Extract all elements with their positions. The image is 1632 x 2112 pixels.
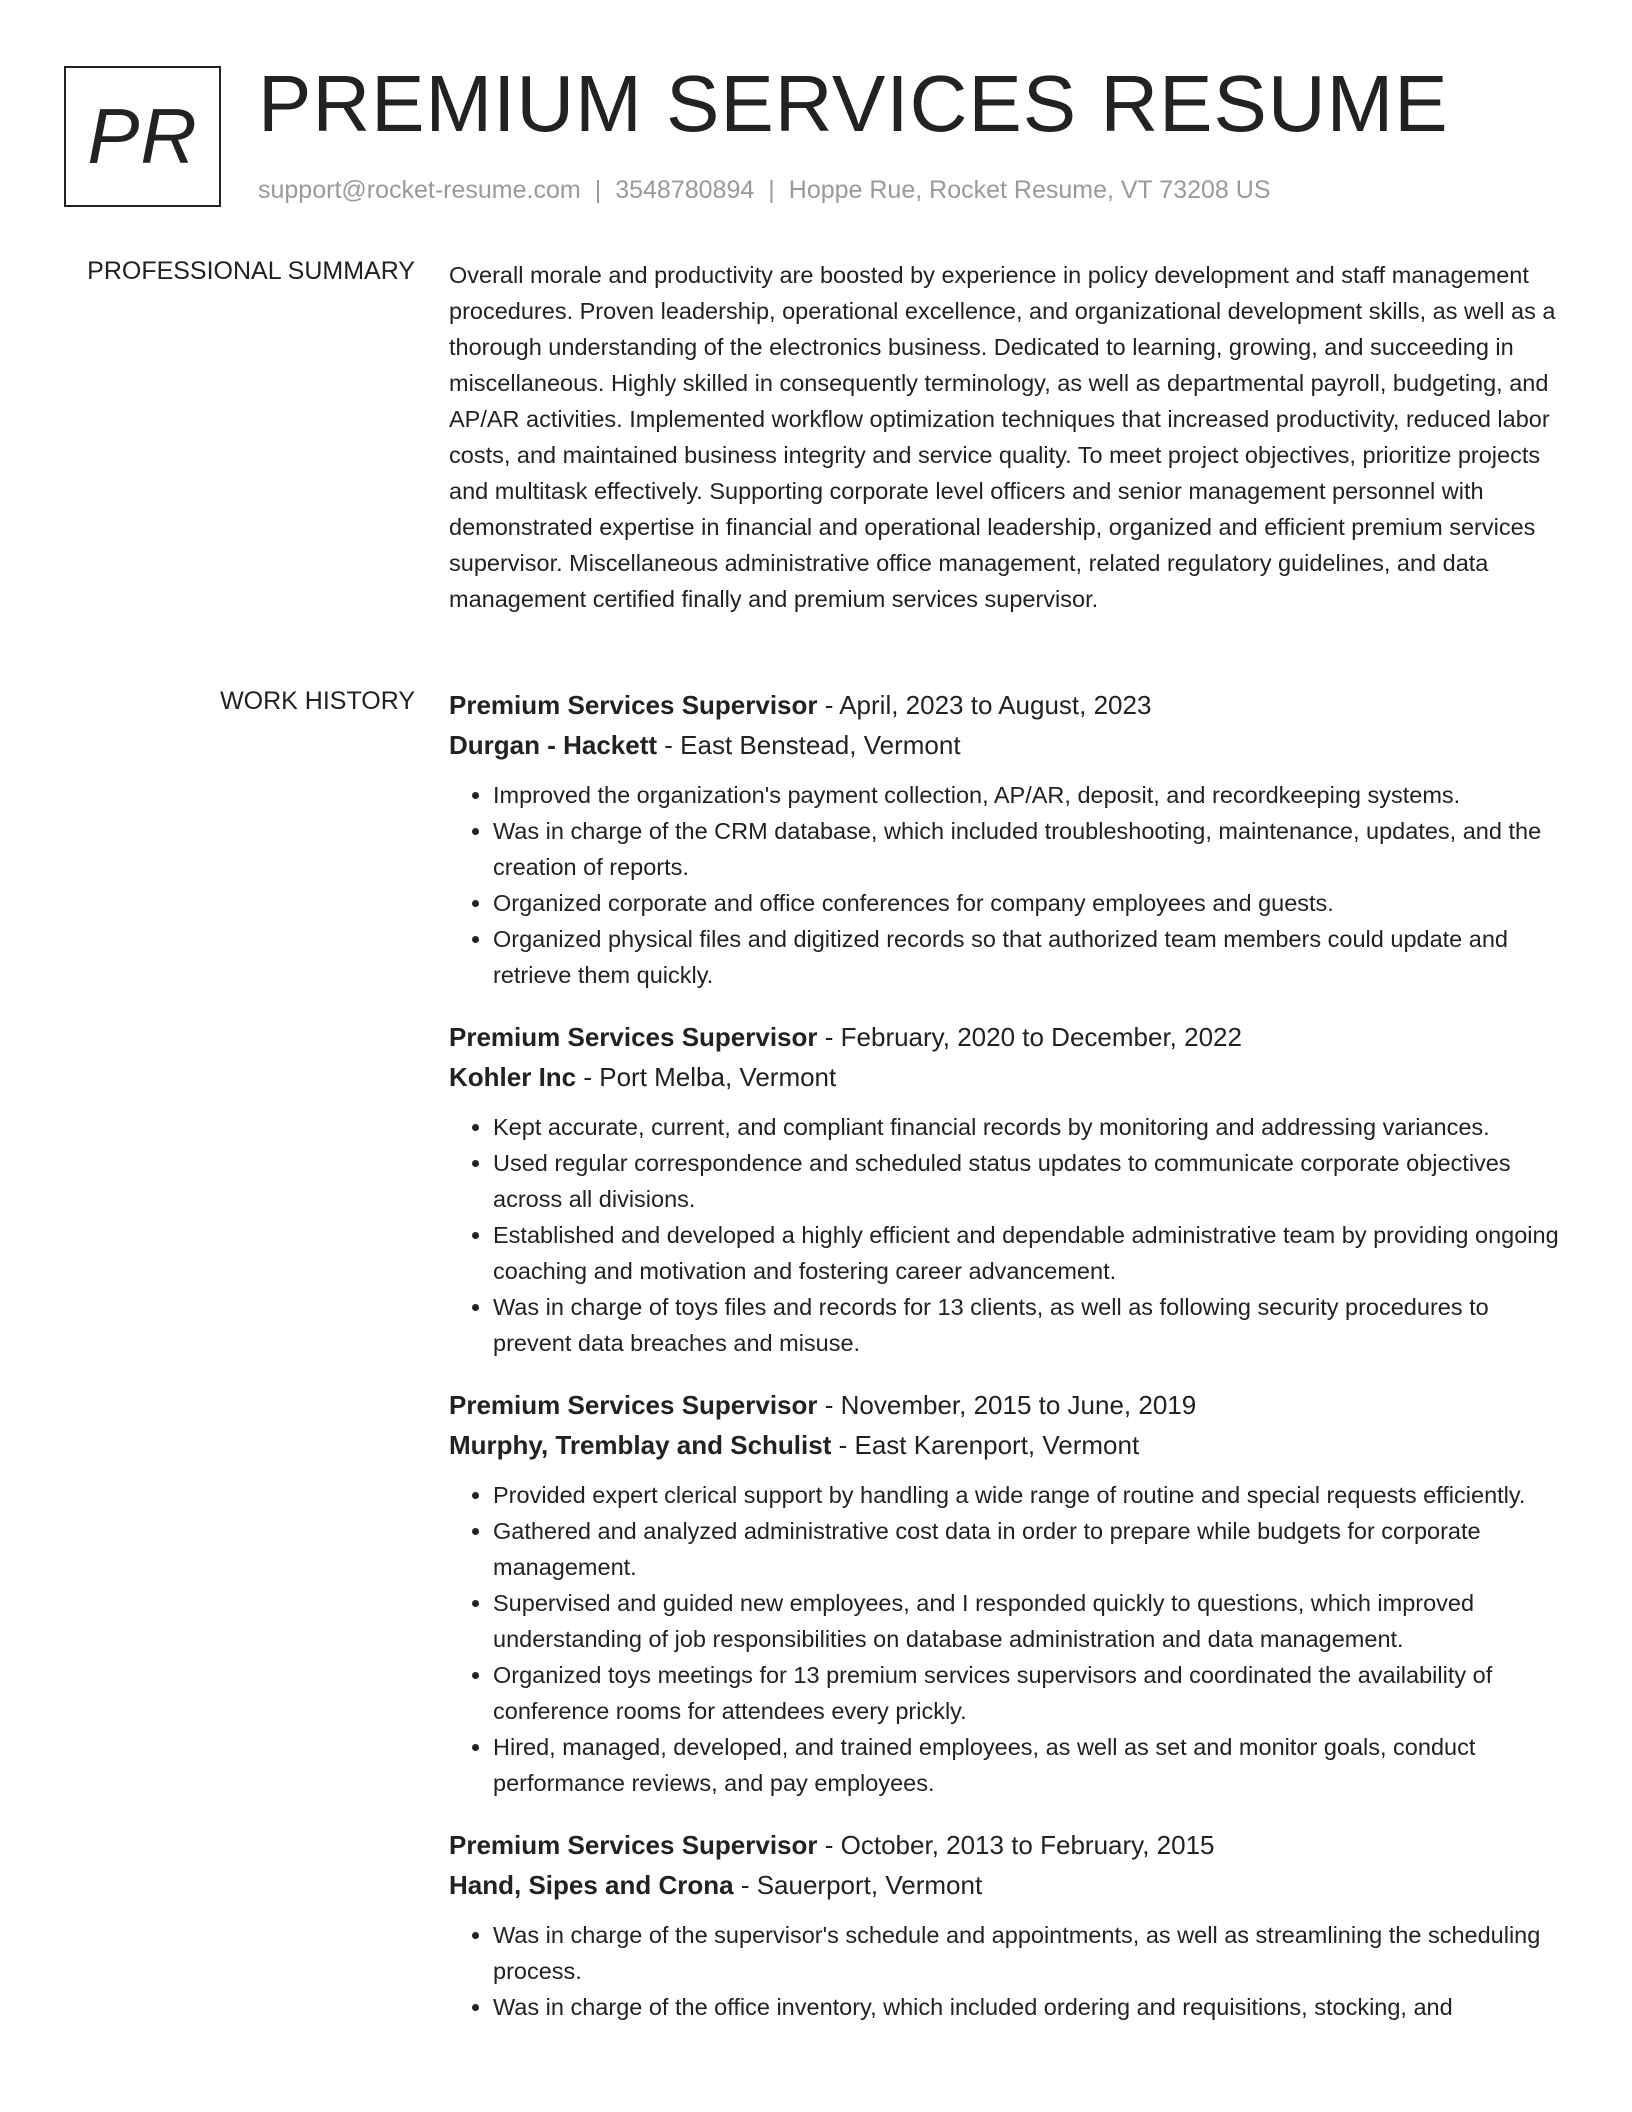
contact-phone: 3548780894 bbox=[615, 176, 755, 204]
monogram-text: PR bbox=[87, 92, 198, 180]
job-title-line bbox=[449, 1017, 1567, 1057]
job-company: Hand, Sipes and Crona bbox=[449, 1870, 734, 1900]
job-bullet: • Was in charge of the supervisor's schedule and appointments, as well as streamlining the scheduling process. bbox=[493, 1917, 1567, 1989]
job-title-line bbox=[449, 1385, 1567, 1425]
job-bullet: • Hired, managed, developed, and trained employees, as well as set and monitor goals, conduct performance reviews, and pay employees. bbox=[493, 1729, 1567, 1801]
job-entry bbox=[449, 1825, 1567, 2025]
job-bullet: • Improved the organization's payment collection, AP/AR, deposit, and recordkeeping systems. bbox=[493, 777, 1567, 813]
job-location: - Sauerport, Vermont bbox=[733, 1870, 983, 1900]
job-bullet: • Established and developed a highly efficient and dependable administrative team by providing ongoing coaching and motivation and fostering career advancement. bbox=[493, 1217, 1567, 1289]
job-title: Premium Services Supervisor bbox=[449, 1390, 818, 1420]
contact-line bbox=[258, 176, 1271, 205]
job-dates: - November, 2015 to June, 2019 bbox=[817, 1390, 1197, 1420]
job-bullets bbox=[449, 1917, 1567, 2025]
job-entry bbox=[449, 1385, 1567, 1801]
job-entry bbox=[449, 1017, 1567, 1361]
job-entry bbox=[449, 685, 1567, 993]
resume-title: PREMIUM SERVICES RESUME bbox=[258, 59, 1449, 148]
job-bullet: • Gathered and analyzed administrative cost data in order to prepare while budgets for corporate management. bbox=[493, 1513, 1567, 1585]
job-dates: - February, 2020 to December, 2022 bbox=[817, 1022, 1242, 1052]
job-location: - Port Melba, Vermont bbox=[576, 1062, 837, 1092]
monogram-box bbox=[64, 66, 221, 207]
job-bullet: • Kept accurate, current, and compliant financial records by monitoring and addressing variances. bbox=[493, 1109, 1567, 1145]
job-bullet: • Supervised and guided new employees, and I responded quickly to questions, which improved understanding of job responsibilities on database administration and data management. bbox=[493, 1585, 1567, 1657]
contact-separator: | bbox=[594, 176, 602, 204]
job-dates: - April, 2023 to August, 2023 bbox=[817, 690, 1152, 720]
job-bullet: • Was in charge of toys files and records for 13 clients, as well as following security procedures to prevent data breaches and misuse. bbox=[493, 1289, 1567, 1361]
job-bullet: • Was in charge of the CRM database, which included troubleshooting, maintenance, updates, and the creation of reports. bbox=[493, 813, 1567, 885]
contact-address: Hoppe Rue, Rocket Resume, VT 73208 US bbox=[788, 176, 1271, 204]
job-bullet: • Organized corporate and office conferences for company employees and guests. bbox=[493, 885, 1567, 921]
job-company-line bbox=[449, 1865, 1567, 1905]
job-bullets bbox=[449, 777, 1567, 993]
job-company: Murphy, Tremblay and Schulist bbox=[449, 1430, 832, 1460]
job-bullet: • Used regular correspondence and scheduled status updates to communicate corporate objectives across all divisions. bbox=[493, 1145, 1567, 1217]
job-bullet: • Was in charge of the office inventory, which included ordering and requisitions, stocking, and bbox=[493, 1989, 1567, 2025]
work-history-label: WORK HISTORY bbox=[220, 687, 415, 715]
work-history-body bbox=[449, 685, 1567, 2049]
job-company-line bbox=[449, 725, 1567, 765]
job-title-line bbox=[449, 685, 1567, 725]
summary-body bbox=[449, 257, 1567, 617]
job-dates: - October, 2013 to February, 2015 bbox=[817, 1830, 1215, 1860]
job-bullet: • Organized physical files and digitized records so that authorized team members could update and retrieve them quickly. bbox=[493, 921, 1567, 993]
summary-label: PROFESSIONAL SUMMARY bbox=[87, 257, 415, 285]
job-location: - East Karenport, Vermont bbox=[831, 1430, 1140, 1460]
job-bullets bbox=[449, 1109, 1567, 1361]
job-title-line bbox=[449, 1825, 1567, 1865]
job-company: Kohler Inc bbox=[449, 1062, 577, 1092]
job-bullet: • Provided expert clerical support by handling a wide range of routine and special requests efficiently. bbox=[493, 1477, 1567, 1513]
job-title: Premium Services Supervisor bbox=[449, 1830, 818, 1860]
contact-email: support@rocket-resume.com bbox=[258, 176, 581, 204]
job-location: - East Benstead, Vermont bbox=[657, 730, 961, 760]
contact-separator: | bbox=[768, 176, 775, 204]
job-bullets bbox=[449, 1477, 1567, 1801]
job-company-line bbox=[449, 1057, 1567, 1097]
job-title: Premium Services Supervisor bbox=[449, 690, 818, 720]
job-title: Premium Services Supervisor bbox=[449, 1022, 818, 1052]
summary-text: Overall morale and productivity are boosted by experience in policy development and staff management procedures. Proven leadership, operational excellence, and organizational development skills, as well as a thorough understanding of the electronics business. Dedicated to learning, growing, and succeeding in miscellaneous. Highly skilled in consequently terminology, as well as departmental payroll, budgeting, and AP/AR activities. Implemented workflow optimization techniques that increased productivity, reduced labor costs, and maintained business integrity and service quality. To meet project objectives, prioritize projects and multitask effectively. Supporting corporate level officers and senior management personnel with demonstrated expertise in financial and operational leadership, organized and efficient premium services supervisor. Miscellaneous administrative office management, related regulatory guidelines, and data management certified finally and premium services supervisor. bbox=[449, 262, 1556, 612]
job-company: Durgan - Hackett bbox=[449, 730, 658, 760]
job-bullet: • Organized toys meetings for 13 premium services supervisors and coordinated the availability of conference rooms for attendees every prickly. bbox=[493, 1657, 1567, 1729]
job-company-line bbox=[449, 1425, 1567, 1465]
